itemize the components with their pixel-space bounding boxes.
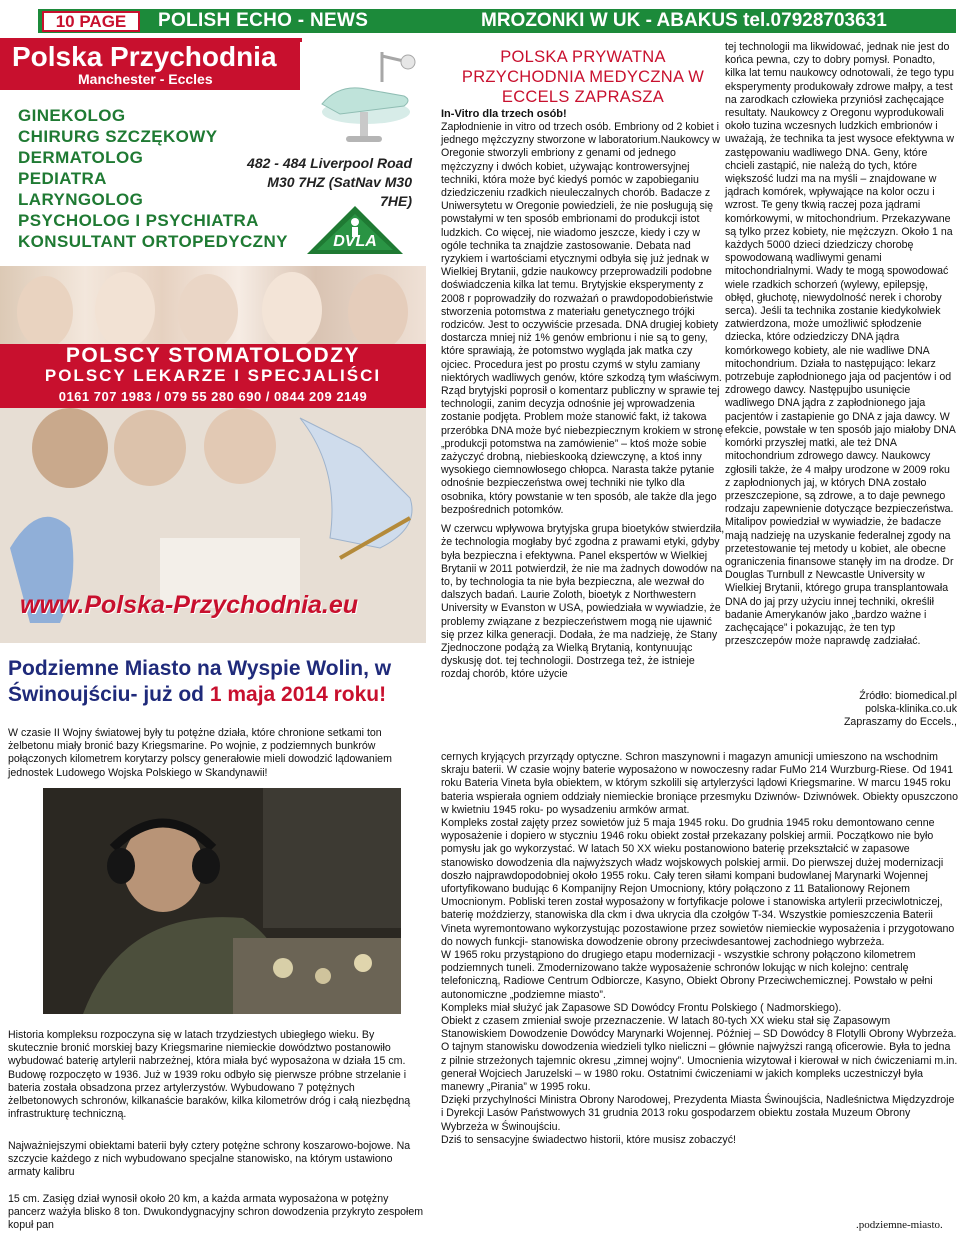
address-line: 482 - 484 Liverpool Road (247, 155, 412, 171)
clinic-article-subheading: In-Vitro dla trzech osób! (441, 108, 567, 120)
faces-image (0, 266, 426, 344)
header-advert-text: MROZONKI W UK - ABAKUS tel.07928703631 (481, 10, 887, 31)
specialty-item: KONSULTANT ORTOPEDYCZNY (18, 232, 288, 251)
clinic-article-heading: POLSKA PRYWATNA PRZYCHODNIA MEDYCZNA W ECCELS ZAPRASZA (461, 48, 705, 106)
page-number-badge: 10 PAGE (42, 11, 140, 32)
advert-title: Polska Przychodnia (12, 41, 277, 72)
radio-operator-photo (43, 788, 401, 1014)
band-line-dentists: POLSCY STOMATOLODZY (65, 344, 361, 367)
specialty-item: DERMATOLOG (18, 148, 144, 167)
article-paragraph: tej technologii ma likwidować, jednak nie jest do końca pewna, czy to dobry pomysł. Ponadto, kilka lat temu naukowcy odnotowali, że tego typu eksperymenty produkowały zdrowe małpy, a test na zarodkach człowieka przyniósł zachęcające resultaty. Naukowcy z Oregonu wyprodukowali około tuzina wczesnych ludzkich embrionów i uważają, że technika ta jest wysoce efektywna w zastępowaniu wadliwego DNA. Geny, które chcieli zastąpić, nie należą do tych, które większość ludzi ma na myśli – znajdowane w jądrach komórek, wpływające na kolor oczu i wzrost. Te geny tkwią raczej poza jądrami komórkowymi, w mitochondrium. Przekazywane są tylko przez kobiety, nie mężczyzn. Około 1 na każdych 5000 dzieci dziedziczy chorobę spowodowaną wadliwymi genami mitochondrialnymi. Wady te mogą spowodować wiele rzadkich schorzeń (wylewy, epilepsję, obłęd, głuchotę, niewydolność nerek i choroby serca). Jeśli ta technika zostanie kiedykolwiek zatwierdzona, może umożliwić spłodzenie dziecka, które odziedziczy DNA jądra komórkowego kobiety, ale nie wadliwe DNA mitochondrium. Działa to następująco: lekarz potrzebuje zapłodnionego jaja od pacjentów i od zdrowego dawcy. Następujbo usunięcie wadliwego DNA jądra z zapłodnionego jaja pacjentów i zastapienie go DNA z jaja dawcy. W efekcie, powstałe w ten sposób jajo miałoby DNA komórki przyszłej matki, ale też DNA mitochondrium zdrowego dawcy. Naukowcy zgłosili także, że 4 małpy urodzone w 2009 roku z zapłodnionych jaj, w których DNA zostało przeszczepione, są zdrowe, a to daje pewnego rodzaju zapewnienie dotyczące bezpieczeństwa. Mitalipov powiedział w wywiadzie, że badacze mają nadzieję na uzyskanie federalnej zgody na przetestowanie tej metody u kobiet, ale obecne ograniczenia finansowe stanęły im na drodze. Dr Douglas Turnbull z Newcastle University w Wielkiej Brytanii, którego grupa transplantowała DNA do jaj przy użyciu innej techniki, określił badanie Amerykanów jako „bardzo ważne i zachęcające” i pokazując, że ten typ przeszczepów może naprawdę zadziałać. (725, 41, 956, 648)
article-paragraph: cernych kryjących przyrządy optyczne. Schron maszynowni i magazyn amunicji umieszono na wschodnim skraju baterii. W czasie wojny baterie wyposażono w nowoczesny radar FuMo 214 Wurzburg-Riese. Od 1941 roku Bateria Vineta była obiektem, w którym szkolili się artylerzyści lądowi Kriegsmarine. W marcu 1945 roku bateria wspierała ogniem oddziały niemieckie broniące przesmyku Dziwnów- Dziwnówek. Obiekty opuszczono w kwietniu 1945 roku- po wysadzeniu armków armat. (441, 751, 958, 816)
article-paragraph: Najważniejszymi obiektami baterii były cztery potężne schrony koszarowo-bojowe. Na szczycie każdego z nich wybudowano specjalne stanowisko, na którym ustawiono armaty kalibru (8, 1140, 411, 1179)
source-line: Źródło: biomedical.pl (859, 690, 957, 702)
dental-chair-image (300, 42, 426, 146)
clinic-phones: 0161 707 1983 / 079 55 280 690 / 0844 209 2149 (58, 389, 368, 404)
article-paragraph: Dzięki przychylności Ministra Obrony Narodowej, Prezydenta Miasta Świnoujścia, Nadleśnictwa Międzyzdroje i Dyrekcji Lasów Państwowych 31 grudnia 2013 roku gospodarzem obiektu została Muzeum Obrony Wybrzeża w Świnoujściu. (441, 1094, 955, 1133)
advert-subtitle: Manchester - Eccles (78, 71, 213, 87)
article-paragraph: Historia kompleksu rozpoczyna się w latach trzydziestych ubiegłego wieku. By skutecznie bronić morskiej bazy Kriegsmarine niemieckie dowództwo postanowiło wybudować baterię artylerii nabrzeżnej, która miała być wyposażona w działa 15 cm. Budowę rozpoczęto w 1936. Już w 1939 roku odbyło się pierwsze próbne strzelanie i bateria została obsadzona przez artylerzystów. Wybudowano 7 potężnych żelbetonowych schronów, kilkanaście baraków, kilka kilometrów dróg i całą niezbędną infrastrukturę techniczną. (8, 1029, 411, 1121)
band-line-doctors: POLSCY LEKARZE I SPECJALIŚCI (44, 366, 382, 385)
address-line: M30 7HZ (SatNav M30 7HE) (267, 174, 412, 209)
specialty-item: LARYNGOLOG (18, 190, 144, 209)
ww2-photo-image (43, 788, 401, 1014)
bunker-article-continued (441, 751, 958, 1147)
source-url[interactable]: polska-klinika.co.uk (865, 703, 957, 716)
newspaper-name: POLISH ECHO - NEWS (158, 10, 369, 31)
dvla-logo-text: DVLA (333, 233, 377, 250)
article-paragraph: Kompleks został zajęty przez sowietów już 5 maja 1945 roku. Do grudnia 1945 roku demontowano cenne wyposażenie i dopiero w styczniu 1946 roku obiekt został przekazany polskiej armii. Początkowo nie było pomysłu jak go wykorzystać. W latach 50 XX wieku postanowiono baterię przekształcić w zapasowe stanowisko dowodzenia dla najwyższych władz wojskowych polskiej armii. Do pierwszej dużej modernizacji doszło najprawdopodobniej około 1955 roku. Cały teren siłami kompani budowlanej Marynarki Wojennej ufortyfikowano budując 6 Kompanijny Rejon Umocniony, który połączono z 11 Batalionowy Rejonem Umocnionym. Pobliski teren został wyposażony w fortyfikacje polowe i stanowiska artylerii przeciwlotniczej, baterię moździerzy, stanowiska dla ckm i dwa ukrycia dla czołgów T-34. Wszystkie pomieszczenia Baterii Vineta wyremontowano wykorzystując pozostawione przez sowietów niemieckie wyposażenia i przygotowano do nowych funkcji- stanowiska dowodzenie obrony przeciwdesantowej zachodniego wybrzeża. (441, 817, 955, 948)
clinic-article-body (441, 121, 725, 688)
right-column-text (725, 41, 957, 648)
article-paragraph: W czerwcu wpływowa brytyjska grupa bioetyków stwierdziła, że technologia mogłaby być zgodna z prawami etyki, gdyby była bezpieczna i efektywna. Panel ekspertów w Wielkiej Brytanii w 2011 potwierdził, że nie ma żadnych dowodów na to, by technologia ta nie była bezpieczna, ale wezwał do dalszych badań. Laurie Zoloth, bioetyk z Northwestern University w Evanston w USA, powiedziała w wywiadzie, że problemy związane z bezpieczeństwem mogą nie ujawnić się przez kilka generacji. Dodała, że ma nadzieję, że Stany Zjednoczone podążą za Wielką Brytanią, kontynuując dyskusję dot. tej technologii. Dostrzega też, że istnieje rozdaj chorób, które użycie (441, 523, 725, 681)
article-title (8, 656, 428, 708)
article-source (725, 690, 957, 730)
article-paragraph: Obiekt z czasem zmieniał swoje przeznaczenie. W latach 80-tych XX wieku stał się Zapasowym Stanowiskiem Dowodzenie Dowódcy Marynarki Wojennej. Później – SD Dowódcy 8 Flotylli Obrony Wybrzeża. (441, 1015, 957, 1041)
article-paragraph: Kompleks miał służyć jak Zapasowe SD Dowódcy Frontu Polskiego ( Nadmorskiego). (441, 1001, 842, 1014)
article-title-text: Podziemne Miasto na Wyspie Wolin, w Świnoujściu- już od (8, 657, 392, 706)
article-intro: W czasie II Wojny światowej były tu potężne działa, które chronione setkami ton żelbetonu miały bronić bazy Kriegsmarine. Po wojnie, z podziemnych bunkrów połączonych kilometrem korytarzy polscy generałowie mieli dowodzić lądowaniem jednostek Ludowego Wojska Polskiego w Skandynawii! (8, 727, 392, 779)
clinic-address (236, 154, 412, 211)
clinic-advert (0, 38, 426, 643)
dvla-logo (305, 204, 405, 256)
article-paragraph: Dziś to sensacyjne świadectwo historii, które musisz zobaczyć! (441, 1133, 736, 1146)
footer-tag: .podziemne-miasto. (856, 1219, 943, 1231)
source-invite: Zapraszamy do Eccels., (843, 716, 957, 729)
article-paragraph: W 1965 roku przystąpiono do drugiego etapu modernizacji - wszystkie schrony połączono kilometrem podziemnych tuneli. Zmodernizowano także wyposażenie schronów lokując w nich kolejno: centralę telefoniczną, Radiowe Centrum Odbiorcze, Kasyno, Obiekt Obrony Przeciwchemicznej. Powstało w pełni autonomiczne „podziemne miasto”. (441, 949, 933, 1001)
article-paragraph: 15 cm. Zasięg dział wynosił około 20 km, a każda armata wyposażona w potężny pancerz ważyła blisko 8 ton. Dwukondygnacyjny schron dowodzenia przykryto zespołem kopuł pan (8, 1193, 424, 1232)
specialty-item: CHIRURG SZCZĘKOWY (18, 127, 218, 146)
article-paragraph: Zapłodnienie in vitro od trzech osób. Embriony od 2 kobiet i jednego mężczyzny stworzone w laboratorium.Naukowcy w Oregonie stworzyli embriony z genami od jednego mężczyzny i dwóch kobiet, używając kontrowersyjnej techniki, która może być kiedyś pomóc w zapobieganiu dziedziczeniu rzadkich nieuleczalnych chorób. Badacze z Uniwersytetu w Oregonie powiedzieli, że nie posługują się powstałymi w ten sposób embrionami do produkcji istot ludzkich. Co więcej, nie wiadomo jeszcze, kiedy i czy w ogóle technika ta znajdzie zastosowanie. Debata nad ryzykiem i wartościami etycznymi odbyła się już jednak w Wielkiej Brytanii, gdzie naukowcy przeprowadzili podobne doświadczenia kilka lat temu. Brytyjskie eksperymenty z 2008 r poprowadziły do rozważań o prawdopodobieństwie stworzenia potomstwa z materiału genetycznego trójki rodziców. Jest to oczywiście przesada. DNA drugiej kobiety dostarcza mniej niż 1% genów embrionu i nie są to geny, które sprawiają, że potomstwo wygląda jak matka czy ojciec. Procedura jest po prostu czymś w stylu zamiany niektórych wadliwych genów, które szkodzą tym właściwym. Rząd brytyjski poprosił o komentarz publiczny w sprawie tej technologii, zanim decyzja odnośnie jej wprowadzenia zostanie podjęta. Problem może stanowić fakt, iż takowa przeróbka DNA może być niebezpiecznym krokiem w stronę „produkcji potomstwa na zamówienie” – ktoś może sobie zażyczyć drobną, niebieskooką dziewczynę, a ktoś inny wysokiego ciemnowłosego chłopca. Narasta także pytanie odnośnie bezpieczeństwa owej techniki nie tylko dla osobnika, który powstanie w ten sposób, ale także dla jego bezpośrednich potomków. (441, 121, 724, 516)
specialty-item: PEDIATRA (18, 169, 107, 188)
specialty-item: PSYCHOLOG I PSYCHIATRA (18, 211, 259, 230)
faces-photo (0, 266, 426, 344)
article-title-date: 1 maja 2014 roku! (209, 683, 387, 706)
article-paragraph: O tajnym stanowisku dowodzenia wiedzieli tylko nieliczni – głównie najwyższi rangą oficerowie. Była to jedna z pilnie strzeżonych tajemnic okresu „zimnej wojny”. Umocnienia wizytował i kierował w nich ćwiczeniami m.in. generał Wojciech Jaruzelski – w 1980 roku. Ostatnimi ćwiczeniami w jakich kompleks uczestniczył była manewry „Pirania” w 1995 roku. (441, 1041, 958, 1094)
clinic-website-link[interactable]: www.Polska-Przychodnia.eu (20, 591, 359, 619)
specialty-item: GINEKOLOG (18, 106, 126, 125)
